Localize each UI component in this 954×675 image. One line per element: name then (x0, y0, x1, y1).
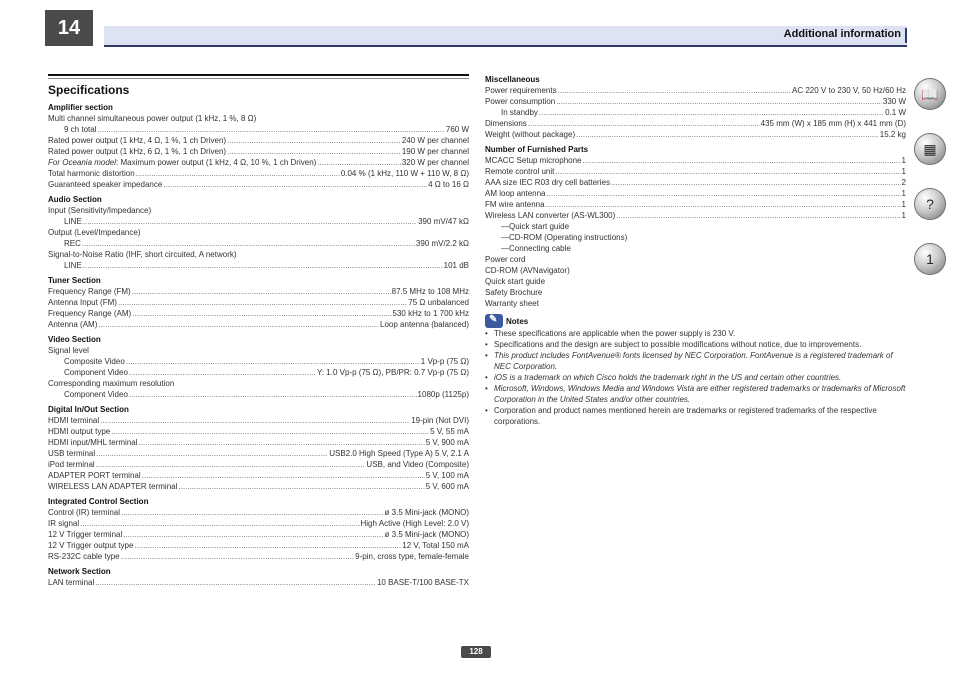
notes-list (485, 328, 906, 427)
spec-line: Power cord (485, 255, 526, 264)
leader-dots (134, 540, 401, 551)
note-text: These specifications are applicable when the power supply is 230 V. (494, 329, 736, 338)
spec-line: Quick start guide (485, 277, 546, 286)
spec-value: 15.2 kg (879, 130, 906, 139)
bullet: • (485, 406, 488, 415)
leader-dots (129, 389, 417, 400)
spec-line: Output (Level/Impedance) (48, 228, 141, 237)
spec-label: Power consumption (485, 97, 556, 106)
spec-label: Power requirements (485, 86, 557, 95)
leader-dots (227, 146, 401, 157)
spec-value: USB, and Video (Composite) (366, 460, 469, 469)
leader-dots (83, 260, 443, 271)
spec-label: Weight (without package) (485, 130, 576, 139)
section-title: Audio Section (48, 195, 102, 204)
spec-row (485, 210, 906, 221)
spec-value: 1 (901, 211, 906, 220)
leader-dots (556, 96, 882, 107)
leader-dots (123, 529, 383, 540)
bullet: • (485, 351, 488, 360)
page-number: 128 (461, 646, 491, 658)
note-text: Microsoft, Windows, Windows Media and Windows Vista are either registered trademarks or trademarks of Microsoft Corporation in the United States and/or other countries. (494, 384, 906, 404)
note-item (485, 405, 906, 427)
spec-row (48, 470, 469, 481)
section-title: Number of Furnished Parts (485, 145, 589, 154)
leader-dots (611, 177, 901, 188)
leader-dots (96, 448, 328, 459)
spec-value: 190 W per channel (401, 147, 469, 156)
leader-dots (126, 356, 420, 367)
spec-label: Dimensions (485, 119, 527, 128)
spec-line: Signal level (48, 346, 89, 355)
spec-row (48, 179, 469, 190)
spec-line: Corresponding maximum resolution (48, 379, 175, 388)
section-title: Integrated Control Section (48, 497, 149, 506)
leader-dots (616, 210, 900, 221)
section-title: Network Section (48, 567, 111, 576)
leader-dots (121, 507, 384, 518)
spec-value: 0.04 % (1 kHz, 110 W + 110 W, 8 Ω) (340, 169, 469, 178)
spec-row (48, 260, 469, 271)
spec-label: Frequency Range (AM) (48, 309, 132, 318)
book-icon[interactable]: 📖 (914, 78, 946, 110)
note-item (485, 350, 906, 372)
spec-label: 12 V Trigger output type (48, 541, 134, 550)
spec-row (485, 107, 906, 118)
leader-dots (118, 297, 407, 308)
spec-value: 1 (901, 167, 906, 176)
spec-value: 19-pin (Not DVI) (411, 416, 469, 425)
spec-value: 10 BASE-T/100 BASE-TX (376, 578, 469, 587)
spec-value: Y: 1.0 Vp-p (75 Ω), PB/PR: 0.7 Vp-p (75 Ω) (316, 368, 469, 377)
section-title: Tuner Section (48, 276, 101, 285)
spec-label: HDMI terminal (48, 416, 100, 425)
spec-row (48, 146, 469, 157)
spec-value: 760 W (445, 125, 469, 134)
spec-line: —Quick start guide (501, 222, 570, 231)
spec-label: WIRELESS LAN ADAPTER terminal (48, 482, 178, 491)
spec-label: Component Video (64, 390, 128, 399)
spec-label: LAN terminal (48, 578, 95, 587)
leader-dots (576, 129, 879, 140)
spec-label: LINE (64, 217, 82, 226)
leader-dots (80, 518, 359, 529)
spec-label: FM wire antenna (485, 200, 545, 209)
leader-dots (539, 107, 884, 118)
spec-label: Total harmonic distortion (48, 169, 135, 178)
spec-row (48, 577, 469, 588)
spec-row (48, 124, 469, 135)
spec-value: 1 (901, 200, 906, 209)
leader-dots (111, 426, 429, 437)
spec-row (485, 155, 906, 166)
spec-line: Safety Brochure (485, 288, 543, 297)
spec-line: —CD-ROM (Operating instructions) (501, 233, 628, 242)
spec-value: 5 V, 100 mA (425, 471, 469, 480)
spec-label: IR signal (48, 519, 80, 528)
leader-dots (547, 188, 901, 199)
section-title: Miscellaneous (485, 75, 540, 84)
leader-dots (136, 168, 340, 179)
spec-label: Wireless LAN converter (AS-WL300) (485, 211, 616, 220)
spec-label: REC (64, 239, 81, 248)
spec-row (485, 166, 906, 177)
spec-value: ø 3.5 Mini-jack (MONO) (384, 508, 469, 517)
spec-line: Input (Sensitivity/Impedance) (48, 206, 152, 215)
note-text: This product includes FontAvenue® fonts licensed by NEC Corporation. FontAvenue is a registered trademark of NEC Corporation. (494, 351, 893, 371)
notes-title: Notes (506, 316, 529, 326)
leader-dots (555, 166, 900, 177)
right-spec-list (485, 74, 906, 309)
spec-label: Guaranteed speaker impedance (48, 180, 163, 189)
spec-value: AC 220 V to 230 V, 50 Hz/60 Hz (792, 86, 906, 95)
left-column (48, 74, 469, 588)
spec-value: High Active (High Level: 2.0 V) (360, 519, 469, 528)
spec-row (48, 367, 469, 378)
spec-label: LINE (64, 261, 82, 270)
spec-label: Control (IR) terminal (48, 508, 121, 517)
spec-row (485, 96, 906, 107)
spec-label: RS-232C cable type (48, 552, 120, 561)
help-icon[interactable]: ? (914, 188, 946, 220)
section-title: Digital In/Out Section (48, 405, 129, 414)
bullet: • (485, 340, 488, 349)
spec-value: 12 V, Total 150 mA (402, 541, 469, 550)
spec-row (48, 168, 469, 179)
spec-value: Loop antenna (balanced) (380, 320, 469, 329)
spec-label: HDMI output type (48, 427, 111, 436)
bullet: • (485, 384, 488, 393)
spec-row (485, 85, 906, 96)
spec-value: 435 mm (W) x 185 mm (H) x 441 mm (D) (760, 119, 906, 128)
spec-label: Composite Video (64, 357, 125, 366)
chapter-number: 14 (45, 10, 93, 46)
spec-row (48, 415, 469, 426)
leader-dots (83, 216, 417, 227)
spec-label: AM loop antenna (485, 189, 546, 198)
spec-row (48, 518, 469, 529)
spec-value: 75 Ω unbalanced (408, 298, 469, 307)
leader-dots (178, 481, 424, 492)
page-title: Specifications (48, 83, 130, 97)
leader-dots (98, 319, 379, 330)
leader-dots (82, 238, 415, 249)
spec-row (48, 551, 469, 562)
spec-line: Multi channel simultaneous power output (1 kHz, 1 %, 8 Ω) (48, 114, 257, 123)
spec-label-italic: For Oceania model (48, 158, 117, 167)
spec-value: 1 (901, 189, 906, 198)
spec-label: iPod terminal (48, 460, 95, 469)
spec-label: 9 ch total (64, 125, 97, 134)
leader-dots (139, 437, 425, 448)
spec-row (485, 118, 906, 129)
leader-dots (163, 179, 427, 190)
spec-row (485, 129, 906, 140)
spec-row (48, 297, 469, 308)
spec-row (48, 389, 469, 400)
spec-label: Remote control unit (485, 167, 555, 176)
spec-label: Rated power output (1 kHz, 6 Ω, 1 %, 1 ch Driven) (48, 147, 227, 156)
leader-dots (132, 308, 391, 319)
spec-value: 9-pin, cross type, female-female (355, 552, 469, 561)
spec-row (48, 426, 469, 437)
leader-dots (546, 199, 901, 210)
spec-label: Rated power output (1 kHz, 4 Ω, 1 %, 1 ch Driven) (48, 136, 227, 145)
leader-dots (132, 286, 391, 297)
note-text: iOS is a trademark on which Cisco holds the trademark right in the US and certain other countries. (494, 373, 842, 382)
spec-line: —Connecting cable (501, 244, 571, 253)
spec-row (48, 286, 469, 297)
spec-value: 390 mV/2.2 kΩ (415, 239, 469, 248)
leader-dots (528, 118, 760, 129)
notes-icon (485, 314, 503, 328)
spec-label: Antenna Input (FM) (48, 298, 117, 307)
spec-value: ø 3.5 Mini-jack (MONO) (384, 530, 469, 539)
spec-row (48, 308, 469, 319)
notes-header (485, 314, 906, 328)
leader-dots (317, 157, 401, 168)
spec-row (485, 199, 906, 210)
spec-value: 330 W (882, 97, 906, 106)
leader-dots (100, 415, 410, 426)
spec-row (48, 238, 469, 249)
note-item (485, 339, 906, 350)
leader-dots (95, 577, 376, 588)
spec-label: USB terminal (48, 449, 96, 458)
spec-label: AAA size IEC R03 dry cell batteries (485, 178, 610, 187)
section-title: Amplifier section (48, 103, 113, 112)
spec-row (48, 540, 469, 551)
leader-dots (142, 470, 425, 481)
spec-row (48, 437, 469, 448)
spec-row (48, 529, 469, 540)
note-item (485, 383, 906, 405)
leader-dots (227, 135, 401, 146)
spec-value: 101 dB (443, 261, 469, 270)
spec-line: CD-ROM (AVNavigator) (485, 266, 570, 275)
spec-line: Warranty sheet (485, 299, 539, 308)
heading-rule-thin (48, 78, 469, 79)
left-spec-list (48, 102, 469, 588)
spec-row (48, 356, 469, 367)
section-title: Video Section (48, 335, 101, 344)
leader-dots (97, 124, 444, 135)
leader-dots (582, 155, 900, 166)
header-divider (905, 28, 907, 43)
spec-label: 12 V Trigger terminal (48, 530, 123, 539)
header-title: Additional information (783, 28, 901, 40)
note-text: Corporation and product names mentioned herein are trademarks or registered trademarks of the respective corporations. (494, 406, 877, 426)
spec-row (48, 319, 469, 330)
header-bar (104, 26, 907, 47)
spec-row (485, 188, 906, 199)
spec-value: 1 (901, 156, 906, 165)
note-item (485, 328, 906, 339)
remote-icon[interactable]: ▦ (914, 133, 946, 165)
spec-row (48, 481, 469, 492)
spec-row (48, 507, 469, 518)
spec-row (48, 448, 469, 459)
spec-row (48, 216, 469, 227)
spec-value: 320 W per channel (401, 158, 469, 167)
spec-label: ADAPTER PORT terminal (48, 471, 141, 480)
spec-label: MCACC Setup microphone (485, 156, 582, 165)
spec-value: 1 Vp-p (75 Ω) (420, 357, 469, 366)
spec-label: HDMI input/MHL terminal (48, 438, 138, 447)
spec-value: USB2.0 High Speed (Type A) 5 V, 2.1 A (329, 449, 469, 458)
right-column (485, 74, 906, 427)
spec-value: 240 W per channel (401, 136, 469, 145)
spec-line: Signal-to-Noise Ratio (IHF, short circuited, A network) (48, 250, 237, 259)
spec-value: 530 kHz to 1 700 kHz (392, 309, 469, 318)
spec-label: Frequency Range (FM) (48, 287, 131, 296)
spec-row (485, 177, 906, 188)
note-text: Specifications and the design are subject to possible modifications without notice, due to improvements. (494, 340, 862, 349)
spec-label: Component Video (64, 368, 128, 377)
bullet: • (485, 329, 488, 338)
leader-dots (96, 459, 366, 470)
note-item (485, 372, 906, 383)
spec-row (48, 459, 469, 470)
contents-icon[interactable]: 1 (914, 243, 946, 275)
spec-label: For Oceania model: Maximum power output (1 kHz, 4 Ω, 10 %, 1 ch Driven) (48, 158, 317, 167)
spec-value: 1080p (1125p) (417, 390, 469, 399)
spec-label: In standby (501, 108, 538, 117)
spec-label: Antenna (AM) (48, 320, 98, 329)
spec-row (48, 135, 469, 146)
spec-row (48, 157, 469, 168)
heading-rule (48, 74, 469, 76)
leader-dots (558, 85, 791, 96)
spec-value: 5 V, 600 mA (425, 482, 469, 491)
spec-value: 5 V, 55 mA (430, 427, 469, 436)
leader-dots (121, 551, 355, 562)
spec-value: 0.1 W (885, 108, 906, 117)
spec-value: 4 Ω to 16 Ω (428, 180, 469, 189)
spec-value: 390 mV/47 kΩ (418, 217, 469, 226)
spec-value: 5 V, 900 mA (425, 438, 469, 447)
bullet: • (485, 373, 488, 382)
leader-dots (129, 367, 316, 378)
spec-value: 2 (901, 178, 906, 187)
spec-value: 87.5 MHz to 108 MHz (391, 287, 469, 296)
